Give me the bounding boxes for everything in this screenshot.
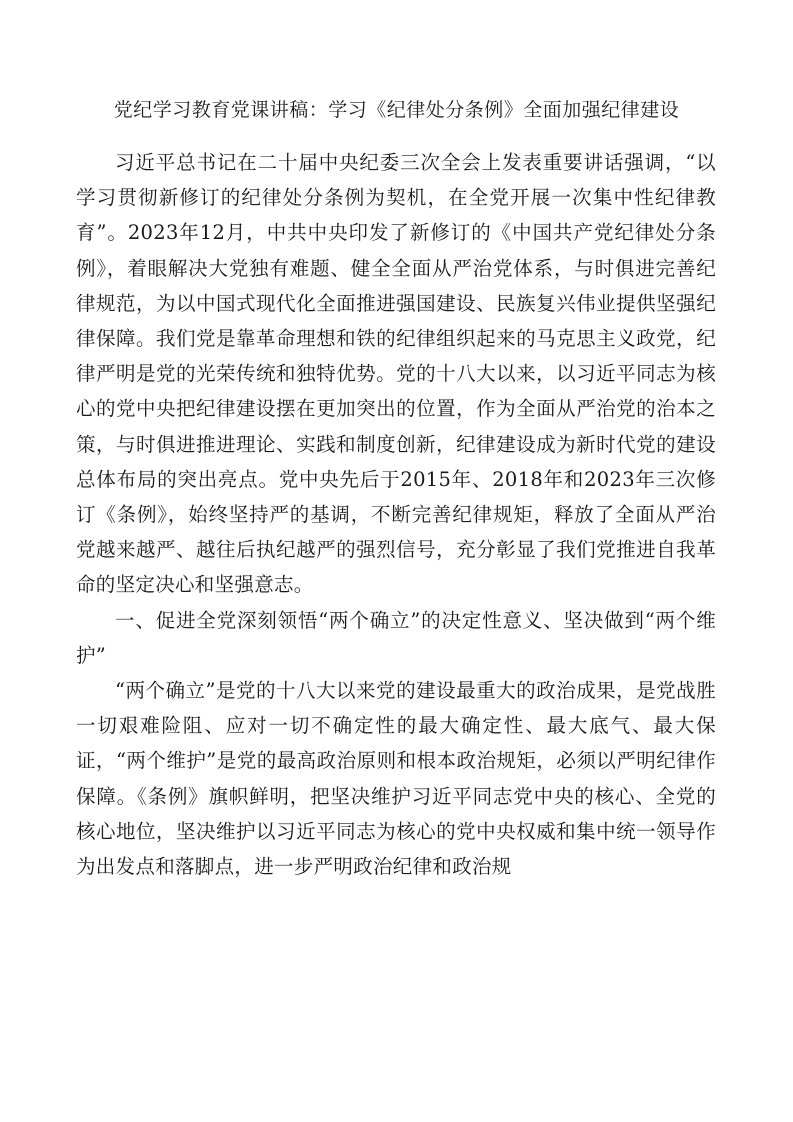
section-heading-1: 一、促进全党深刻领悟“两个确立”的决定性意义、坚决做到“两个维护” xyxy=(76,608,716,667)
document-title: 党纪学习教育党课讲稿：学习《纪律处分条例》全面加强纪律建设 xyxy=(113,99,680,121)
paragraph-section-1: “两个确立”是党的十八大以来党的建设最重大的政治成果，是党战胜一切艰难险阻、应对一切不确定性的最大确定性、最大底气、最大保证，“两个维护”是党的最高政治原则和根本政治规矩，必须以严明纪律作保障。《条例》旗帜鲜明，把坚决维护习近平同志党中央的核心、全党的核心地位，坚决维护以习近平同志为核心的党中央权威和集中统一领导作为出发点和落脚点，进一步严明政治纪律和政治规 xyxy=(76,679,716,879)
paragraph-intro: 习近平总书记在二十届中央纪委三次全会上发表重要讲话强调，“以学习贯彻新修订的纪律处分条例为契机，在全党开展一次集中性纪律教育”。2023年12月，中共中央印发了新修订的《中国共产党纪律处分条例》，着眼解决大党独有难题、健全全面从严治党体系，与时俱进完善纪律规范，为以中国式现代化全面推进强国建设、民族复兴伟业提供坚强纪律保障。我们党是靠革命理想和铁的纪律组织起来的马克思主义政党，纪律严明是党的光荣传统和独特优势。党的十八大以来，以习近平同志为核心的党中央把纪律建设摆在更加突出的位置，作为全面从严治党的治本之策，与时俱进推进理论、实践和制度创新，纪律建设成为新时代党的建设总体布局的突出亮点。党中央先后于2015年、2018年和2023年三次修订《条例》，始终坚持严的基调，不断完善纪律规矩，释放了全面从严治党越来越严、越往后执纪越严的强烈信号，充分彰显了我们党推进自我革命的坚定决心和坚强意志。 xyxy=(76,151,716,597)
document-body xyxy=(76,145,716,884)
